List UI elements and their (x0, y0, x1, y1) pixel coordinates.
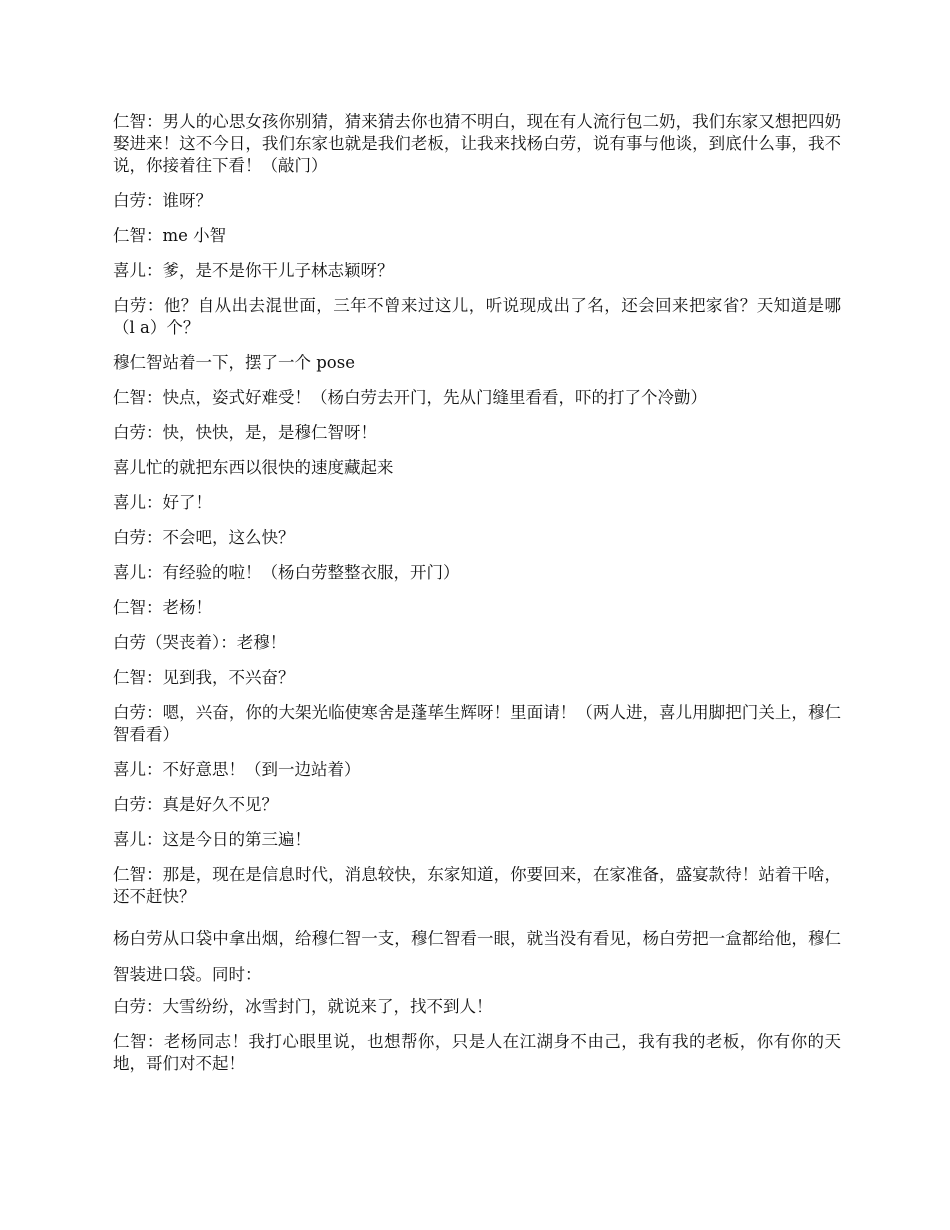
paragraph: 白劳：他？自从出去混世面，三年不曾来过这儿，听说现成出了名，还会回来把家省？天知道是哪（l a）个？ (113, 296, 841, 337)
paragraph: 白劳：嗯，兴奋，你的大架光临使寒舍是蓬荜生辉呀！里面请！（两人进，喜儿用脚把门关上，穆仁智看看） (113, 703, 841, 744)
paragraph: 喜儿：这是今日的第三遍！ (113, 830, 311, 849)
paragraph: 穆仁智站着一下，摆了一个 pose (113, 353, 355, 372)
paragraph: 仁智：老杨！ (113, 598, 212, 617)
paragraph: 仁智：男人的心思女孩你别猜，猜来猜去你也猜不明白，现在有人流行包二奶，我们东家又想把四奶娶进来！这不今日，我们东家也就是我们老板，让我来找杨白劳，说有事与他谈，到底什么事，我不说，你接着往下看！（敲门） (113, 112, 841, 175)
paragraph: 喜儿：不好意思！（到一边站着） (113, 760, 361, 779)
paragraph: 白劳：快，快快，是，是穆仁智呀！ (113, 423, 377, 442)
paragraph: 仁智：老杨同志！我打心眼里说，也想帮你，只是人在江湖身不由己，我有我的老板，你有你的天地，哥们对不起！ (113, 1032, 841, 1073)
paragraph: 白劳：大雪纷纷，冰雪封门，就说来了，找不到人！ (113, 997, 493, 1016)
paragraph: 仁智：快点，姿式好难受！（杨白劳去开门，先从门缝里看看，吓的打了个冷勯） (113, 388, 707, 407)
paragraph: 喜儿：有经验的啦！（杨白劳整整衣服，开门） (113, 563, 460, 582)
paragraph: 白劳：谁呀？ (113, 191, 212, 210)
paragraph: 杨白劳从口袋中拿出烟，给穆仁智一支，穆仁智看一眼，就当没有看见，杨白劳把一盒都给他，穆仁智装进口袋。同时： (113, 929, 841, 984)
paragraph: 白劳：不会吧，这么快？ (113, 528, 295, 547)
paragraph: 白劳（哭丧着）：老穆！ (113, 633, 287, 652)
paragraph: 仁智：那是，现在是信息时代，消息较快，东家知道，你要回来，在家准备，盛宴款待！站着干啥，还不赶快？ (113, 865, 841, 906)
paragraph: 白劳：真是好久不见？ (113, 795, 278, 814)
paragraph: 喜儿：爹，是不是你干儿子林志颖呀？ (113, 261, 394, 280)
paragraph: 喜儿忙的就把东西以很快的速度藏起来 (113, 458, 394, 477)
paragraph: 仁智：me 小智 (113, 226, 227, 245)
paragraph: 喜儿：好了！ (113, 493, 212, 512)
document-body (113, 111, 841, 1088)
paragraph: 仁智：见到我，不兴奋？ (113, 668, 295, 687)
